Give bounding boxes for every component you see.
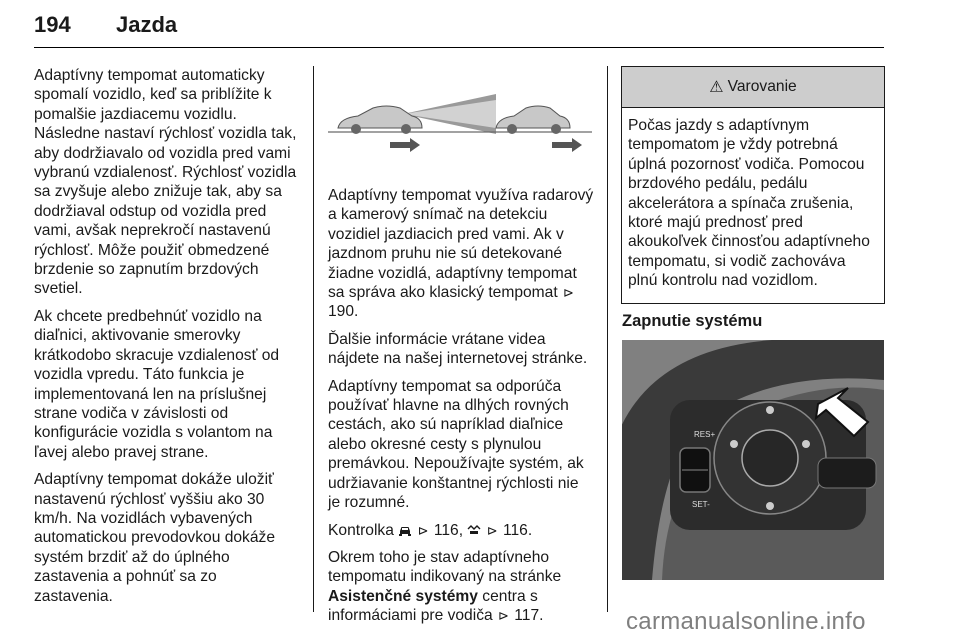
page-number: 194 [34,12,71,37]
steering-wheel-illustration [622,340,884,580]
paragraph: Ďalšie informácie vrátane videa nájdete na našej internetovej stránke. [328,330,588,368]
ok-button [742,430,798,486]
page-reference-icon: ⊳ [563,285,574,301]
paragraph: Ak chcete predbehnúť vozidlo na diaľnici, aktivovanie smerovky krátkodobo skracuje vzdialenosť od vozidla vpredu. Táto funkcia je implementovaná len na príslušnej strane vodiča v závislosti od konfigurácie vozidla s volantom na ľavej alebo pravej strane. [34,307,280,461]
header-divider [34,47,884,48]
car-indicator-icon [398,525,412,536]
warning-header [622,67,884,108]
warning-body: Počas jazdy s adaptívnym tempomatom je vždy potrebná úplná pozornosť vodiča. Pomocou brzdového pedálu, pedálu akcelerátora a spínača zrušenia, ktoré majú prednosť pred akoukoľvek činnosťou adaptívneho tempomatu, si vodič zachováva plnú kontrolu nad vozidlom. [628,117,870,290]
page-reference-icon: ⊳ [486,522,498,538]
res-label: RES+ [694,430,716,439]
column-divider [607,66,608,612]
page-reference[interactable]: 190. [328,303,359,321]
paragraph-text: Adaptívny tempomat využíva radarový a kamerový snímač na detekciu vozidiel jazdiacich pred vami. Ak v jazdnom pruhu nie sú detekované žiadne vozidlá, adaptívny tempomat sa správa ako klasický tempomat [328,187,594,302]
paragraph [328,521,594,540]
paragraph: Adaptívny tempomat dokáže uložiť nastavenú rýchlosť vyššiu ako 30 km/h. Na vozidlách vybavených automatickou prevodovkou dokáže systém brzdiť až do úplného zastavenia a pohnúť sa zo zastavenia. [34,471,275,605]
watermark: carmanualsonline.info [626,608,866,635]
radar-illustration [328,66,592,166]
paragraph: Adaptívny tempomat automaticky spomalí vozidlo, keď sa priblížite k pomalšie jazdiacemu vozidlu. Následne nastaví rýchlosť vozidla tak, aby dodržiavalo od vozidla pred vami vybranú vzdialenosť. Rýchlosť vozidla sa zvyšuje alebo znižuje tak, aby sa dodržiaval odstup od vozidla pred vami, avšak neprekročí nastavenú rýchlosť. Môže použiť obmedzené brzdenie so zapnutím brzdových svetiel. [34,67,297,298]
warning-triangle-icon: ⚠ [709,79,724,96]
paragraph [328,548,594,626]
column-middle [328,186,594,634]
set-label: SET- [692,500,710,509]
page-header [34,4,884,48]
warning-title: Varovanie [727,78,797,95]
cruise-indicator-icon [467,525,481,536]
page-reference-icon: ⊳ [417,522,429,538]
warning-box [621,66,885,304]
paragraph-text: centra s informáciami pre vodiča [328,587,538,625]
paragraph [328,186,594,322]
paragraph-text: Kontrolka [328,521,394,539]
section-heading: Zapnutie systému [622,312,763,330]
page-reference-icon: ⊳ [498,608,509,624]
page-reference[interactable]: 116, [433,521,464,539]
paragraph: Adaptívny tempomat sa odporúča používať hlavne na dlhých rovných cestách, ako sú napríklad diaľnice alebo okresné cesty s plynulou premávkou. Nepoužívajte systém, ak udržiavanie konštantnej rýchlosti nie je rozumné. [328,377,584,512]
paragraph-text: Okrem toho je stav adaptívneho tempomatu indikovaný na stránke [328,548,562,586]
column-left [34,66,299,614]
right-button [818,458,876,488]
lane-icon [766,502,774,510]
limiter-icon [766,406,774,414]
page-reference[interactable]: 117. [514,607,544,625]
column-divider [313,66,314,612]
page-reference[interactable]: 116. [502,521,533,539]
cruise-icon [802,440,810,448]
bold-term: Asistenčné systémy [328,587,478,605]
chapter-title: Jazda [116,12,178,37]
distance-icon [730,440,738,448]
